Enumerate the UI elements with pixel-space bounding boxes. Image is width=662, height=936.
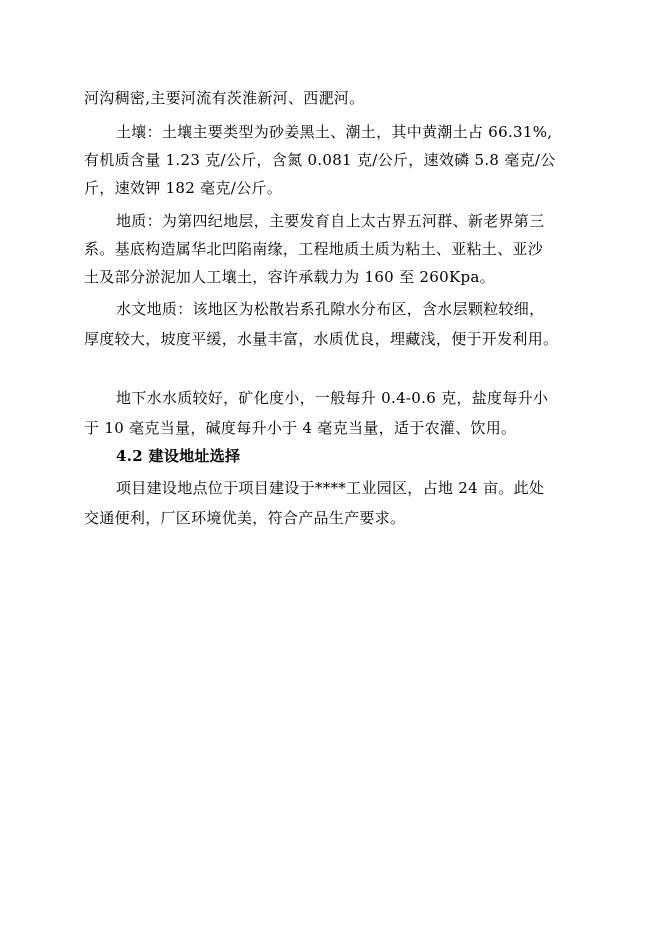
paragraph-geology-line-3: 土及部分淤泥加人工壤土，容许承载力为 160 至 260Kpa。 xyxy=(84,268,495,286)
paragraph-soil-line-2: 有机质含量 1.23 克/公斤，含氮 0.081 克/公斤，速效磷 5.8 毫克/公 xyxy=(84,151,556,169)
paragraph-soil-line-1: 土壤：土壤主要类型为砂姜黑土、潮土，其中黄潮土占 66.31%, xyxy=(116,123,553,141)
paragraph-site-line-2: 交通便利，厂区环境优美，符合产品生产要求。 xyxy=(84,509,406,527)
paragraph-site-line-1: 项目建设地点位于项目建设于****工业园区，占地 24 亩。此处 xyxy=(116,479,545,497)
paragraph-soil-line-3: 斤，速效钾 182 毫克/公斤。 xyxy=(84,179,283,197)
paragraph-hydrogeology-line-2: 厚度较大，坡度平缓，水量丰富，水质优良，埋藏浅，便于开发利用。 xyxy=(84,330,559,348)
paragraph-groundwater-line-2: 于 10 毫克当量，碱度每升小于 4 毫克当量，适于农灌、饮用。 xyxy=(84,419,517,437)
paragraph-rivers-line-1: 河沟稠密,主要河流有茨淮新河、西淝河。 xyxy=(84,89,365,107)
section-heading: 4.2 建设地址选择 xyxy=(116,447,241,465)
paragraph-geology-line-1: 地质：为第四纪地层，主要发育自上太古界五河群、新老界第三 xyxy=(116,212,545,230)
paragraph-hydrogeology-line-1: 水文地质：该地区为松散岩系孔隙水分布区，含水层颗粒较细， xyxy=(116,300,545,318)
paragraph-groundwater-line-1: 地下水水质较好，矿化度小，一般每升 0.4-0.6 克，盐度每升小 xyxy=(116,389,549,407)
paragraph-geology-line-2: 系。基底构造属华北凹陷南缘，工程地质土质为粘土、亚粘土、亚沙 xyxy=(84,240,544,258)
